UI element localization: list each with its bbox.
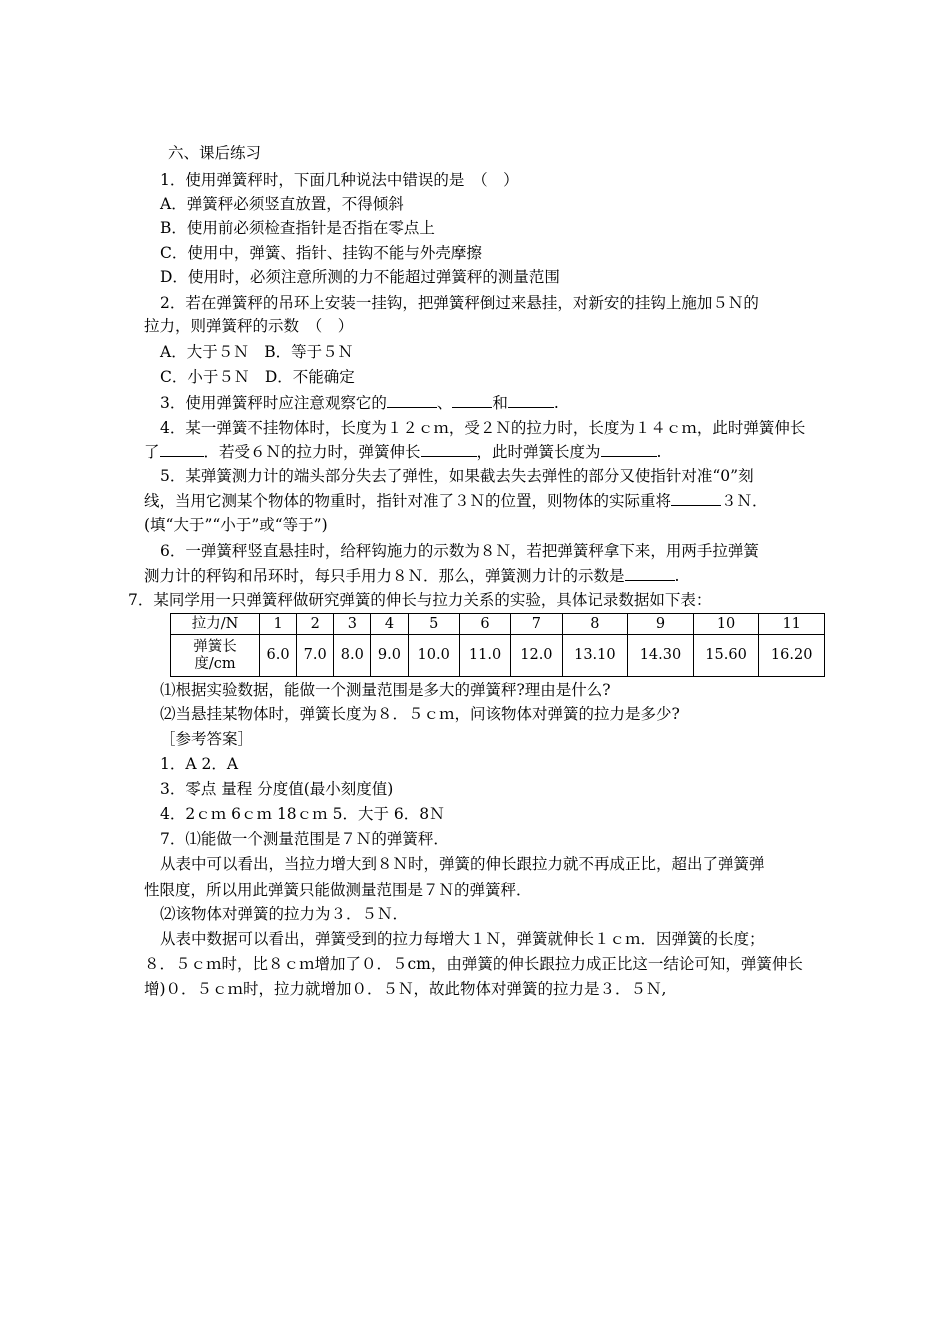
q4-line1: 4．某一弹簧不挂物体时，长度为１２ｃｍ，受２Ｎ的拉力时，长度为１４ｃｍ，此时弹簧伸长 [160,419,806,437]
answer-7-2-explain-2: ８．５ｃｍ时，比８ｃｍ增加了０．５cm，由弹簧的伸长跟拉力成正比这一结论可知，弹簧伸长 [144,955,803,973]
answer-1-2: 1．A 2．A [160,755,239,773]
length-cell: 16.20 [759,635,825,677]
force-cell: 11 [759,614,825,635]
length-cell: 7.0 [297,635,334,677]
q7-sub1: ⑴根据实验数据，能做一个测量范围是多大的弹簧秤?理由是什么? [160,681,611,699]
q6-line1: 6．一弹簧秤竖直悬挂时，给秤钩施力的示数为８Ｎ，若把弹簧秤拿下来，用两手拉弹簧 [160,542,759,560]
q3-sep1: 、 [436,394,453,412]
answer-7-1-explain-1: 从表中可以看出，当拉力增大到８Ｎ时，弹簧的伸长跟拉力就不再成正比，超出了弹簧弹 [160,855,765,873]
q2-line2: 拉力，则弹簧秤的示数 （ ） [144,317,354,335]
force-cell: 4 [371,614,408,635]
q5-text-a: 线，当用它测某个物体的物重时，指针对准了３Ｎ的位置，则物体的实际重将 [144,492,672,510]
q5-text-b: ３Ｎ． [721,492,768,510]
answer-7-2: ⑵该物体对弹簧的拉力为３．５Ｎ． [160,905,409,923]
answer-7-1-explain-2: 性限度，所以用此弹簧只能做测量范围是７Ｎ的弹簧秤． [144,881,532,899]
q4-text-a: 了 [144,443,160,461]
q1-option-a: A．弹簧秤必须竖直放置，不得倾斜 [160,195,404,213]
q3-end: . [553,394,559,412]
table-row-length [171,635,825,677]
force-cell: 7 [511,614,562,635]
length-cell: 15.60 [693,635,759,677]
answers-title: ［参考答案］ [160,730,254,748]
answer-4-6: 4．2ｃｍ 6ｃｍ 18ｃｍ 5．大于 6．8Ｎ [160,805,445,823]
q1-option-b: B．使用前必须检查指针是否指在零点上 [160,219,435,237]
length-cell: 9.0 [371,635,408,677]
q5-blank[interactable] [671,491,721,506]
q3-sep2: 和 [492,394,508,412]
row-header-length-line1: 弹簧长 [193,638,237,655]
q3-line [160,393,559,413]
length-cell: 12.0 [511,635,562,677]
answer-3: 3．零点 量程 分度值(最小刻度值) [160,780,394,798]
q1-option-d: D．使用时，必须注意所测的力不能超过弹簧秤的测量范围 [160,268,560,286]
answer-7-2-explain-1: 从表中数据可以看出，弹簧受到的拉力每增大１Ｎ，弹簧就伸长１ｃｍ．因弹簧的长度； [160,930,765,948]
q4-blank-3[interactable] [601,442,657,457]
q2-options-row2: C．小于５Ｎ D．不能确定 [160,368,355,386]
length-cell: 10.0 [408,635,459,677]
force-cell: 5 [408,614,459,635]
q6-blank[interactable] [625,566,675,581]
q3-blank-3[interactable] [508,393,554,408]
section-title: 六、课后练习 [168,144,262,162]
q3-blank-1[interactable] [387,393,437,408]
q3-blank-2[interactable] [452,393,492,408]
q4-blank-2[interactable] [421,442,477,457]
q6-text-a: 测力计的秤钩和吊环时，每只手用力８Ｎ．那么，弹簧测力计的示数是 [144,567,625,585]
force-cell: 8 [562,614,628,635]
q1-option-c: C．使用中，弹簧、指针、挂钩不能与外壳摩擦 [160,244,482,262]
row-header-length [171,635,260,677]
q5-line3: (填“大于”“小于”或“等于”) [144,516,328,534]
q4-text-b: ．若受６Ｎ的拉力时，弹簧伸长 [203,443,421,461]
force-cell: 1 [260,614,297,635]
force-cell: 3 [334,614,371,635]
row-header-force: 拉力/N [171,614,260,635]
length-cell: 11.0 [459,635,510,677]
q3-text: 3．使用弹簧秤时应注意观察它的 [160,394,387,412]
length-cell: 13.10 [562,635,628,677]
q4-text-d: . [656,443,662,461]
q5-line1: 5．某弹簧测力计的端头部分失去了弹性，如果截去失去弹性的部分又使指针对准“0”刻 [160,467,754,485]
answer-7-2-explain-3: 增)０．５ｃｍ时，拉力就增加０．５Ｎ，故此物体对弹簧的拉力是３．５Ｎ, [144,980,667,998]
force-cell: 6 [459,614,510,635]
table-row-force [171,614,825,635]
force-cell: 10 [693,614,759,635]
q2-line1: 2．若在弹簧秤的吊环上安装一挂钩，把弹簧秤倒过来悬挂，对新安的挂钩上施加５Ｎ的 [160,294,759,312]
q4-blank-1[interactable] [160,442,204,457]
q7-stem: 7．某同学用一只弹簧秤做研究弹簧的伸长与拉力关系的实验，具体记录数据如下表： [128,591,712,609]
q6-text-b: . [674,567,680,585]
q1-stem: 1．使用弹簧秤时，下面几种说法中错误的是 （ ） [160,171,519,189]
data-table [170,613,825,677]
force-cell: 2 [297,614,334,635]
length-cell: 8.0 [334,635,371,677]
q4-line2 [144,442,661,462]
q4-text-c: ，此时弹簧长度为 [476,443,601,461]
length-cell: 14.30 [628,635,694,677]
q2-options-row1: A．大于５Ｎ B．等于５Ｎ [160,343,354,361]
answer-7-1: 7．⑴能做一个测量范围是７Ｎ的弹簧秤． [160,830,449,848]
q7-sub2: ⑵当悬挂某物体时，弹簧长度为８．５ｃｍ，问该物体对弹簧的拉力是多少? [160,705,680,723]
row-header-length-line2: 度/cm [194,655,236,672]
q5-line2 [144,491,768,511]
length-cell: 6.0 [260,635,297,677]
q6-line2 [144,566,679,586]
force-cell: 9 [628,614,694,635]
